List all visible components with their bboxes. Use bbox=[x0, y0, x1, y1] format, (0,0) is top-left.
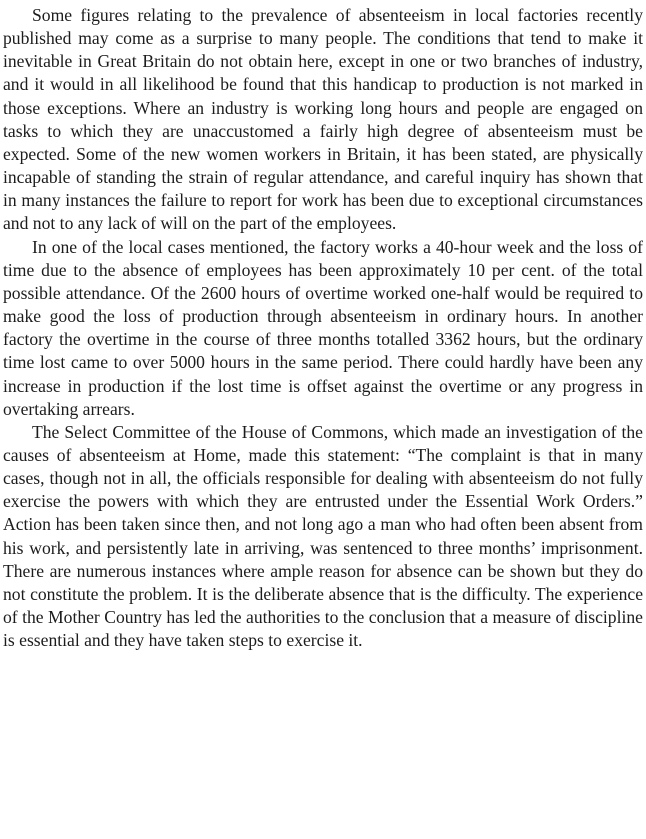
paragraph-local-factory-cases: In one of the local cases mentioned, the factory works a 40-hour week and the loss of time due to the absence of employees has been approximately 10 per cent. of the total possible attendance. Of the 2600 hours of overtime worked one-half would be required to make good the loss of production through absenteeism in ordinary hours. In another factory the overtime in the course of three months totalled 3362 hours, but the ordinary time lost came to over 5000 hours in the same period. There could hardly have been any increase in production if the lost time is offset against the overtime or any progress in overtaking arrears. bbox=[3, 236, 643, 419]
paragraph-absenteeism-prevalence: Some figures relating to the prevalence of absenteeism in local factories recently published may come as a surprise to many people. The conditions that tend to make it inevitable in Great Britain do not obtain here, except in one or two branches of industry, and it would in all likelihood be found that this handicap to production is not marked in those exceptions. Where an industry is working long hours and people are engaged on tasks to which they are unaccustomed a fairly high degree of absenteeism must be expected. Some of the new women workers in Britain, it has been stated, are physically incapable of standing the strain of regular attendance, and careful inquiry has shown that in many instances the failure to report for work has been due to exceptional circumstances and not to any lack of will on the part of the employees. bbox=[3, 5, 643, 234]
document-page bbox=[3, 4, 643, 835]
paragraph-select-committee: The Select Committee of the House of Commons, which made an investigation of the causes of absenteeism at Home, made this statement: “The complaint is that in many cases, though not in all, the officials responsible for dealing with absenteeism do not fully exercise the powers with which they are entrusted under the Essential Work Orders.” Action has been taken since then, and not long ago a man who had often been absent from his work, and persistently late in arriving, was sentenced to three months’ imprisonment. There are numerous instances where ample reason for absence can be shown but they do not constitute the problem. It is the deliberate absence that is the difficulty. The experience of the Mother Country has led the authorities to the conclusion that a measure of discipline is essential and they have taken steps to exercise it. bbox=[3, 421, 643, 651]
